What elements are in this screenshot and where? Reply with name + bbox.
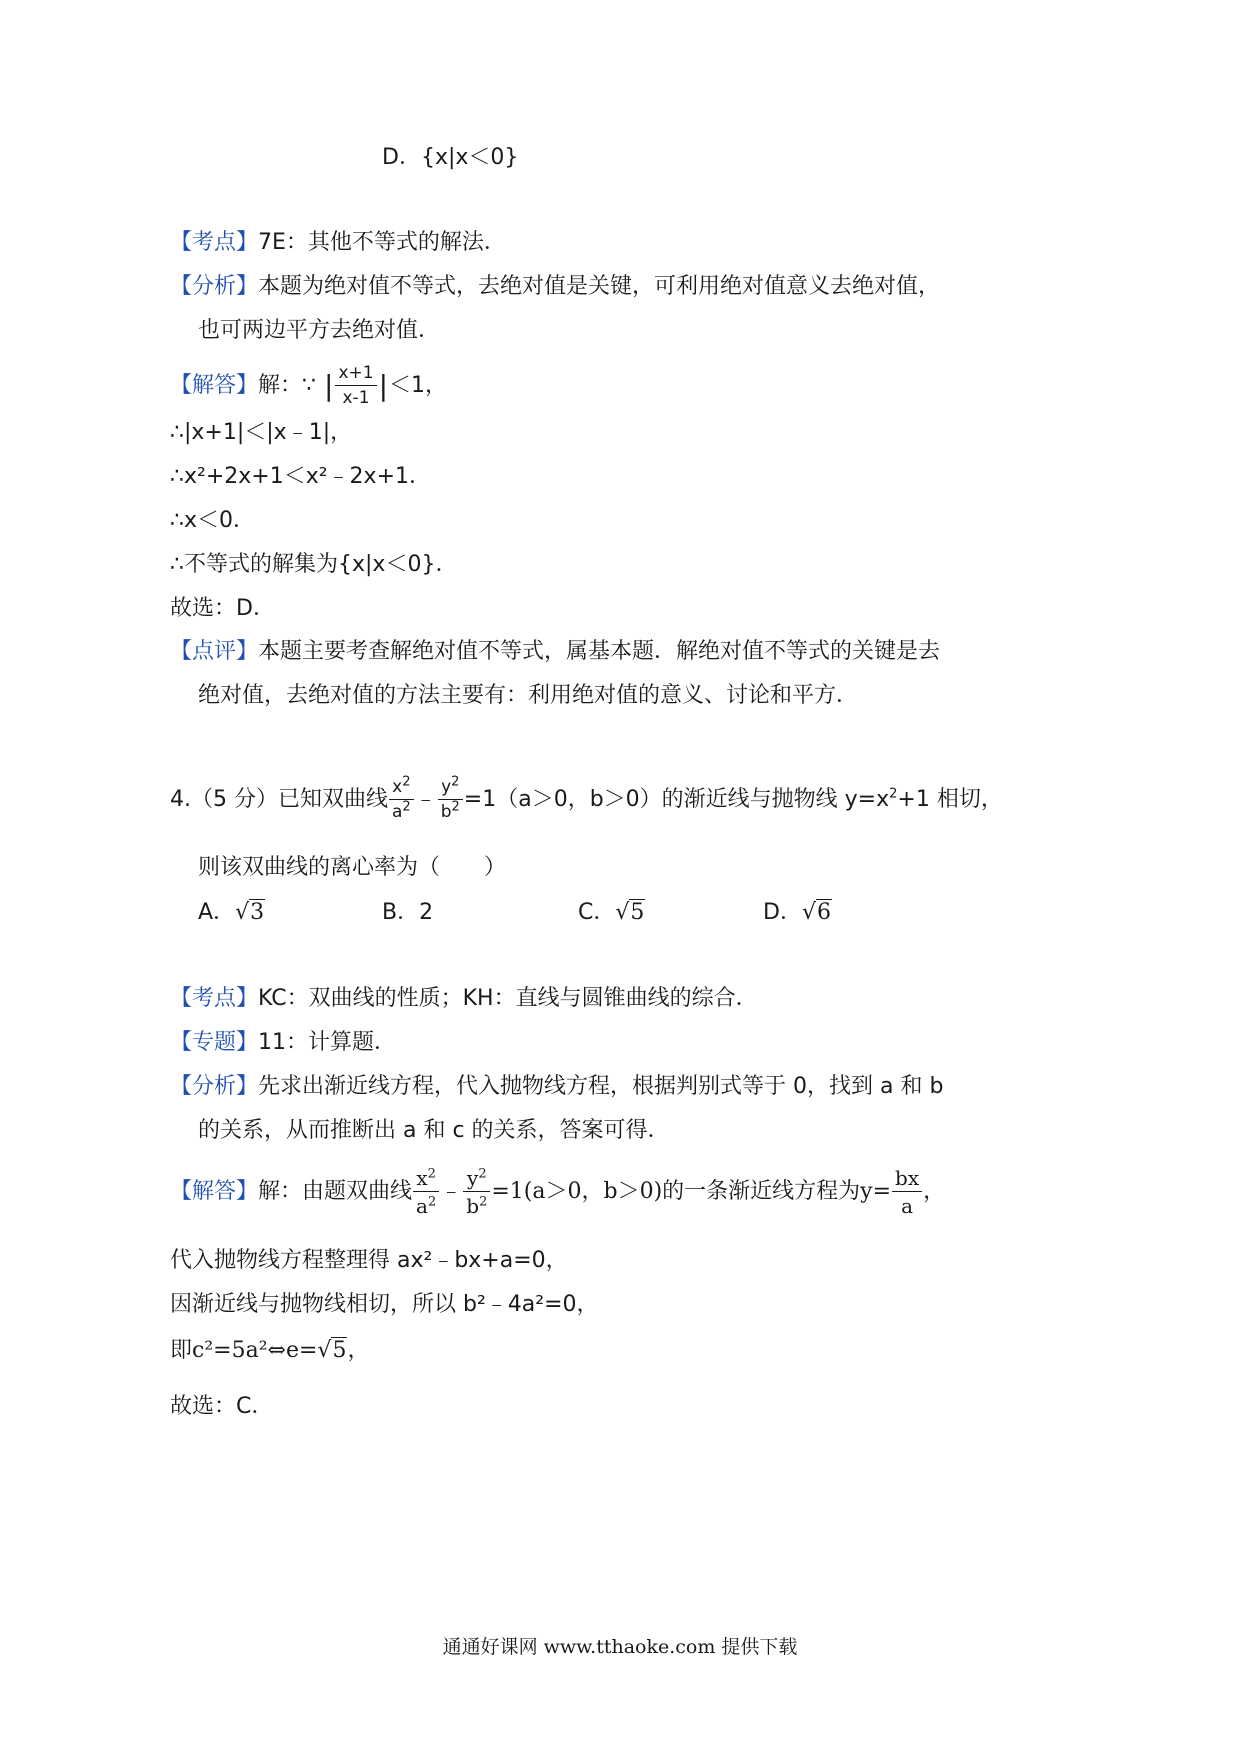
- zhuanti-tag: 【专题】: [170, 1030, 259, 1055]
- fraction-denominator: $a^2$: [391, 799, 411, 822]
- q4-stem: [170, 770, 1003, 830]
- kaodian-text: 7E：其他不等式的解法．: [258, 230, 506, 255]
- sqrt-icon: √3: [235, 900, 265, 925]
- q4-fenxi-cont: 的关系，从而推断出 a 和 c 的关系，答案可得．: [198, 1118, 670, 1143]
- q3-fenxi: [170, 272, 940, 302]
- step3-math: c²=5a²⇔e=: [192, 1338, 318, 1363]
- sqrt-icon: √5: [615, 900, 645, 925]
- fraction-denominator: $b^2$: [466, 1194, 488, 1218]
- jieda-end: ，: [923, 1179, 946, 1204]
- fraction-denominator: a: [901, 1194, 914, 1218]
- q3-dianping: [170, 637, 940, 667]
- fraction-numerator: $y^2$: [438, 779, 463, 800]
- fenxi-tag: 【分析】: [170, 274, 259, 299]
- abs-bar-left: |: [324, 369, 334, 402]
- fraction-x2-a2: [389, 774, 414, 822]
- step3-end: ，: [347, 1338, 370, 1363]
- jieda-tag: 【解答】: [170, 1179, 259, 1204]
- dianping-text: 本题主要考查解绝对值不等式，属基本题．解绝对值不等式的关键是去: [258, 639, 941, 664]
- fraction-numerator: $x^2$: [413, 1168, 439, 1192]
- fraction: [335, 365, 376, 407]
- abs-bar-right: |: [378, 369, 389, 402]
- q3-step-3: ∴x＜0．: [170, 508, 256, 533]
- q4-option-d: D．√6: [763, 900, 831, 925]
- q4-step-2: 因渐近线与抛物线相切，所以 b²﹣4a²=0，: [170, 1292, 599, 1317]
- fraction-numerator: $x^2$: [389, 779, 414, 800]
- q4-choice: 故选：C．: [170, 1394, 274, 1419]
- minus-sign: ﹣: [440, 1179, 463, 1204]
- fraction-y2-b2: [438, 774, 463, 822]
- step3-prefix: 即: [170, 1338, 193, 1363]
- q4-option-b: B．2: [382, 900, 434, 925]
- jieda-prefix: 解：由题双曲线: [258, 1179, 413, 1204]
- q4-fenxi: [170, 1072, 943, 1102]
- kaodian-text: KC：双曲线的性质；KH：直线与圆锥曲线的综合．: [258, 986, 758, 1011]
- page-footer: 通通好课网 www.tthaoke.com 提供下载: [442, 1636, 798, 1658]
- jieda-tag: 【解答】: [170, 373, 259, 398]
- q4-step-3: [170, 1336, 369, 1366]
- q4-stem-end: +1 相切，: [897, 787, 1003, 812]
- q4-stem-mid: =1（a＞0，b＞0）的渐近线与抛物线 y=x: [463, 787, 890, 812]
- jieda-prefix: 解：∵: [258, 373, 317, 398]
- q3-jieda: [170, 362, 447, 410]
- fenxi-tag: 【分析】: [170, 1074, 259, 1099]
- q3-dianping-cont: 绝对值，去绝对值的方法主要有：利用绝对值的意义、讨论和平方．: [198, 683, 859, 708]
- fraction-denominator: x-1: [342, 388, 370, 408]
- q3-step-2: ∴x²+2x+1＜x²﹣2x+1．: [170, 464, 432, 489]
- fraction-numerator: bx: [892, 1168, 922, 1192]
- q3-step-4: ∴不等式的解集为{x|x＜0}．: [170, 552, 458, 577]
- q3-step-1: ∴|x+1|＜|x﹣1|，: [170, 420, 353, 445]
- q4-kaodian: [170, 984, 758, 1014]
- jieda-mid: =1(a＞0，b＞0)的一条渐近线方程为: [491, 1179, 861, 1204]
- q4-stem-cont: 则该双曲线的离心率为（ ）: [198, 855, 507, 880]
- fraction-numerator: $y^2$: [463, 1168, 490, 1192]
- fenxi-text: 先求出渐近线方程，代入抛物线方程，根据判别式等于 0，找到 a 和 b: [258, 1074, 944, 1099]
- q3-kaodian: [170, 228, 506, 258]
- fenxi-text: 本题为绝对值不等式，去绝对值是关键，可利用绝对值意义去绝对值，: [258, 274, 941, 299]
- q4-stem-sup: 2: [889, 786, 898, 802]
- q4-option-c: C．√5: [578, 900, 645, 925]
- zhuanti-text: 11：计算题．: [258, 1030, 397, 1055]
- sqrt-icon: √6: [801, 900, 831, 925]
- kaodian-tag: 【考点】: [170, 230, 259, 255]
- fraction-numerator: x+1: [335, 365, 376, 386]
- q4-stem-prefix: 4.（5 分）已知双曲线: [170, 787, 388, 812]
- jieda-suffix: ＜1，: [389, 373, 448, 398]
- q4-zhuanti: [170, 1028, 396, 1058]
- q4-jieda: [170, 1164, 945, 1220]
- fraction-y2-b2: [463, 1168, 490, 1216]
- dianping-tag: 【点评】: [170, 639, 259, 664]
- kaodian-tag: 【考点】: [170, 986, 259, 1011]
- q4-option-a: A．√3: [198, 900, 265, 925]
- prev-option-d: D．{x|x＜0}: [382, 145, 519, 170]
- asymptote-y: y=: [860, 1179, 892, 1204]
- q3-choice: 故选：D．: [170, 596, 275, 621]
- fraction-denominator: $b^2$: [440, 799, 460, 822]
- asymptote-fraction: [892, 1168, 922, 1216]
- sqrt-icon: √5: [317, 1338, 347, 1363]
- fraction-denominator: $a^2$: [416, 1194, 437, 1218]
- q3-fenxi-cont: 也可两边平方去绝对值．: [198, 318, 441, 343]
- minus-sign: ﹣: [414, 787, 437, 812]
- q4-step-1: 代入抛物线方程整理得 ax²﹣bx+a=0，: [170, 1248, 568, 1273]
- fraction-x2-a2: [413, 1168, 439, 1216]
